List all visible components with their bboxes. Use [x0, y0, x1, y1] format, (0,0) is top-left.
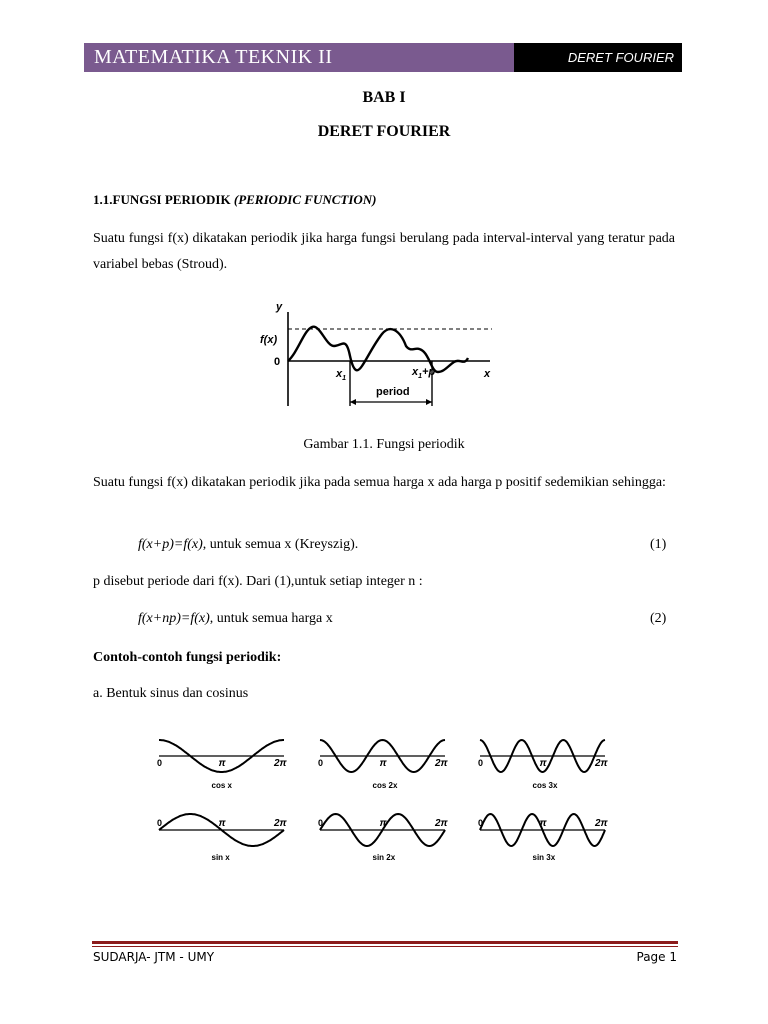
paragraph-period: p disebut periode dari f(x). Dari (1),untuk setiap integer n : [93, 574, 423, 589]
period-arrow-left-head [350, 399, 356, 405]
plot-zero-label: 0 [157, 758, 163, 768]
footer-rule [92, 941, 678, 944]
chapter-title: DERET FOURIER [317, 123, 451, 140]
plot-function-label: sin 3x [532, 853, 556, 862]
sine-cosine-figure [145, 718, 625, 878]
examples-heading: Contoh-contoh fungsi periodik: [93, 650, 282, 665]
plot-zero-label: 0 [478, 758, 484, 768]
sine-cosine-plots [145, 718, 625, 878]
fx-label: f(x) [260, 334, 278, 346]
periodic-function-figure [250, 294, 510, 412]
equation-1-formula: f(x+p)=f(x) [138, 537, 203, 552]
footer-rule-thin [92, 946, 678, 947]
equation-2-number: (2) [650, 611, 667, 626]
periodic-curve [288, 327, 468, 372]
x-axis-label: x [484, 368, 491, 380]
equation-1-number: (1) [650, 537, 667, 552]
plot-cos-3x [478, 740, 609, 790]
plot-two-pi-label: 2π [595, 758, 608, 769]
equation-1-text: , untuk semua x (Kreyszig). [202, 537, 359, 552]
y-axis-label: y [276, 301, 283, 313]
section-number-title: 1.1.FUNGSI PERIODIK [93, 192, 231, 207]
plot-function-label: cos x [211, 781, 232, 790]
section-heading [93, 192, 377, 208]
plot-pi-label: π [218, 818, 226, 829]
x1-label: $x_1$ [336, 368, 347, 382]
equation-1 [138, 537, 358, 553]
period-label: period [376, 386, 410, 398]
paragraph-definition-stroud: Suatu fungsi f(x) dikatakan periodik jika harga fungsi berulang pada interval-interval yang teratur pada variabel bebas (Stroud). [93, 231, 675, 272]
header-chapter: DERET FOURIER [514, 43, 682, 72]
equation-2-text: , untuk semua harga x [209, 611, 333, 626]
section-english: (PERIODIC FUNCTION) [233, 192, 377, 207]
plot-two-pi-label: 2π [274, 758, 287, 769]
plot-sin-x [157, 814, 288, 862]
plot-sin-2x [318, 814, 449, 862]
bab-title: BAB I [362, 89, 406, 106]
page-header [84, 43, 682, 72]
plot-pi-label: π [539, 758, 547, 769]
plot-two-pi-label: 2π [274, 818, 287, 829]
equation-2 [138, 611, 333, 627]
plot-function-label: sin 2x [372, 853, 396, 862]
x1-plus-p-label: $x_1+p$ [412, 366, 436, 380]
plot-zero-label: 0 [318, 758, 324, 768]
plot-sin-3x [478, 814, 609, 862]
plot-zero-label: 0 [478, 818, 484, 828]
plot-pi-label: π [218, 758, 226, 769]
paragraph-definition-kreyszig: Suatu fungsi f(x) dikatakan periodik jika pada semua harga x ada harga p positif sedemikian sehingga: [93, 475, 666, 490]
footer-page-number: Page 1 [636, 950, 677, 964]
item-a-sine-cosine: a. Bentuk sinus dan cosinus [93, 686, 249, 701]
origin-label: 0 [274, 356, 281, 368]
plot-two-pi-label: 2π [595, 818, 608, 829]
plot-zero-label: 0 [318, 818, 324, 828]
plot-two-pi-label: 2π [435, 758, 448, 769]
periodic-function-graph [250, 294, 510, 412]
plot-function-label: cos 2x [372, 781, 398, 790]
plot-pi-label: π [379, 818, 387, 829]
plot-function-label: sin x [211, 853, 230, 862]
plot-zero-label: 0 [157, 818, 163, 828]
plot-cos-2x [318, 740, 449, 790]
plot-pi-label: π [379, 758, 387, 769]
equation-2-formula: f(x+np)=f(x) [138, 611, 210, 626]
plot-pi-label: π [539, 818, 547, 829]
footer-author: SUDARJA- JTM - UMY [93, 950, 215, 964]
plot-function-label: cos 3x [532, 781, 558, 790]
plot-two-pi-label: 2π [435, 818, 448, 829]
header-title: MATEMATIKA TEKNIK II [84, 43, 514, 72]
plot-cos-x [157, 740, 288, 790]
figure-caption: Gambar 1.1. Fungsi periodik [303, 437, 465, 452]
period-arrow-right-head [426, 399, 432, 405]
